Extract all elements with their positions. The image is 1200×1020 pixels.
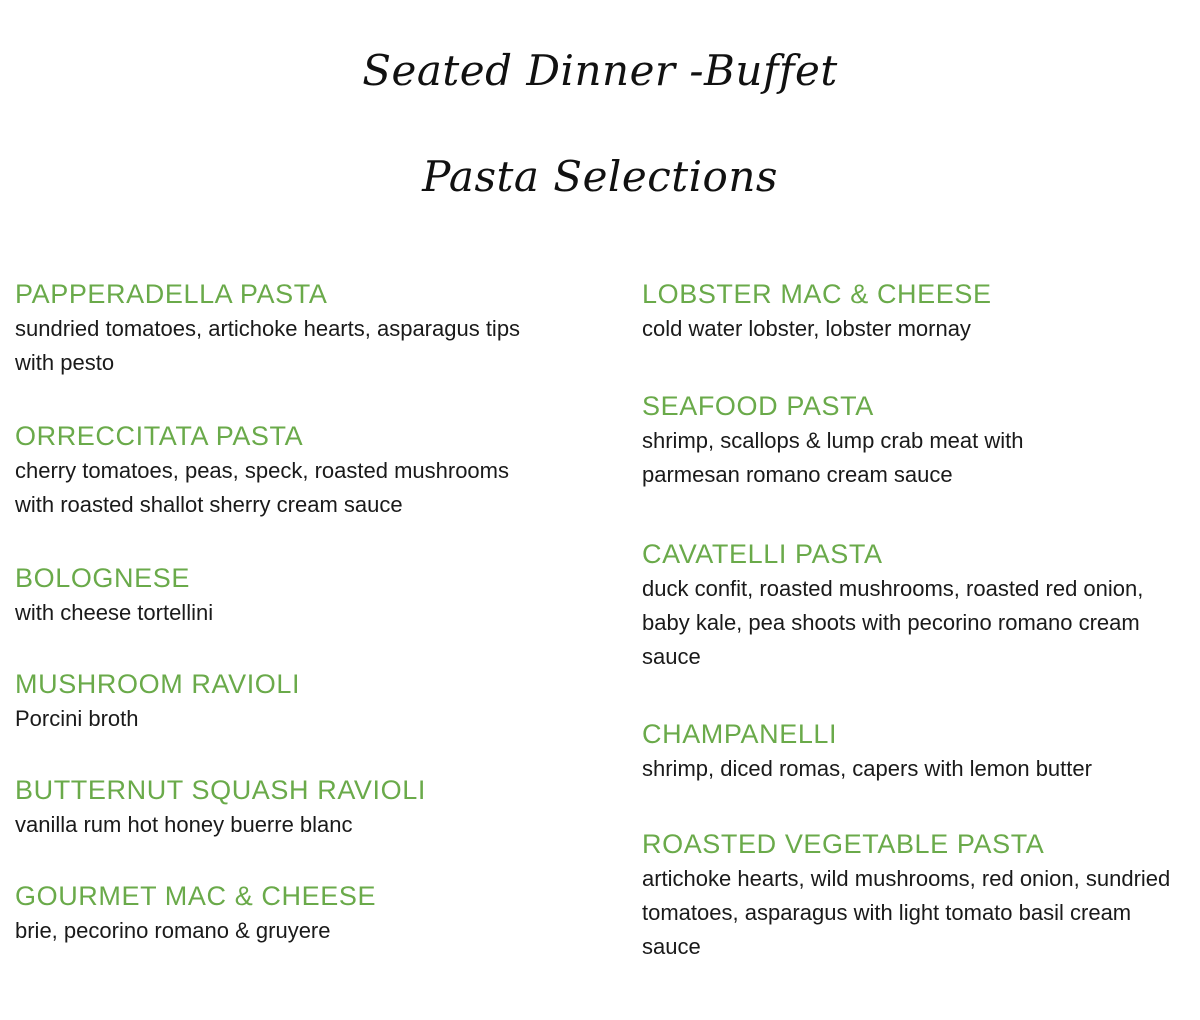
menu-item-description: with cheese tortellini (15, 600, 214, 625)
menu-item (642, 828, 1192, 964)
menu-item-description: vanilla rum hot honey buerre blanc (15, 812, 353, 837)
menu-item (15, 278, 575, 380)
menu-item-name: BOLOGNESE (15, 563, 190, 593)
menu-item-name: SEAFOOD PASTA (642, 391, 874, 421)
menu-item-description: shrimp, diced romas, capers with lemon butter (642, 756, 1092, 781)
menu-item (15, 562, 575, 630)
right-menu-column (642, 278, 1192, 964)
menu-item-name: ORRECCITATA PASTA (15, 421, 304, 451)
menu-item-name: CHAMPANELLI (642, 719, 838, 749)
menu-item-name: BUTTERNUT SQUASH RAVIOLI (15, 775, 426, 805)
menu-subtitle: Pasta Selections (422, 152, 778, 201)
menu-item (642, 718, 1192, 786)
menu-item-description: brie, pecorino romano & gruyere (15, 918, 331, 943)
menu-item-description: cherry tomatoes, peas, speck, roasted mushrooms with roasted shallot sherry cream sauce (15, 458, 509, 517)
menu-item-name: LOBSTER MAC & CHEESE (642, 279, 992, 309)
menu-item-name: CAVATELLI PASTA (642, 539, 883, 569)
menu-item-name: GOURMET MAC & CHEESE (15, 881, 377, 911)
menu-item (15, 668, 575, 736)
menu-item-description: cold water lobster, lobster mornay (642, 316, 971, 341)
menu-item-description: sundried tomatoes, artichoke hearts, asparagus tips with pesto (15, 316, 521, 375)
left-menu-column (15, 278, 575, 948)
menu-item (642, 278, 1192, 346)
menu-item-description: shrimp, scallops & lump crab meat with parmesan romano cream sauce (642, 428, 1024, 487)
menu-item (15, 880, 575, 948)
menu-item-description: duck confit, roasted mushrooms, roasted red onion, baby kale, pea shoots with pecorino romano cream sauce (642, 576, 1144, 669)
menu-item (642, 390, 1192, 492)
menu-item-description: Porcini broth (15, 706, 139, 731)
menu-item (15, 774, 575, 842)
menu-item-name: MUSHROOM RAVIOLI (15, 669, 301, 699)
menu-item (642, 538, 1192, 674)
menu-item-description: artichoke hearts, wild mushrooms, red onion, sundried tomatoes, asparagus with light tomato basil cream sauce (642, 866, 1171, 959)
menu-title: Seated Dinner -Buffet (362, 46, 838, 95)
menu-item-name: ROASTED VEGETABLE PASTA (642, 829, 1045, 859)
menu-item (15, 420, 575, 522)
menu-item-name: PAPPERADELLA PASTA (15, 279, 328, 309)
